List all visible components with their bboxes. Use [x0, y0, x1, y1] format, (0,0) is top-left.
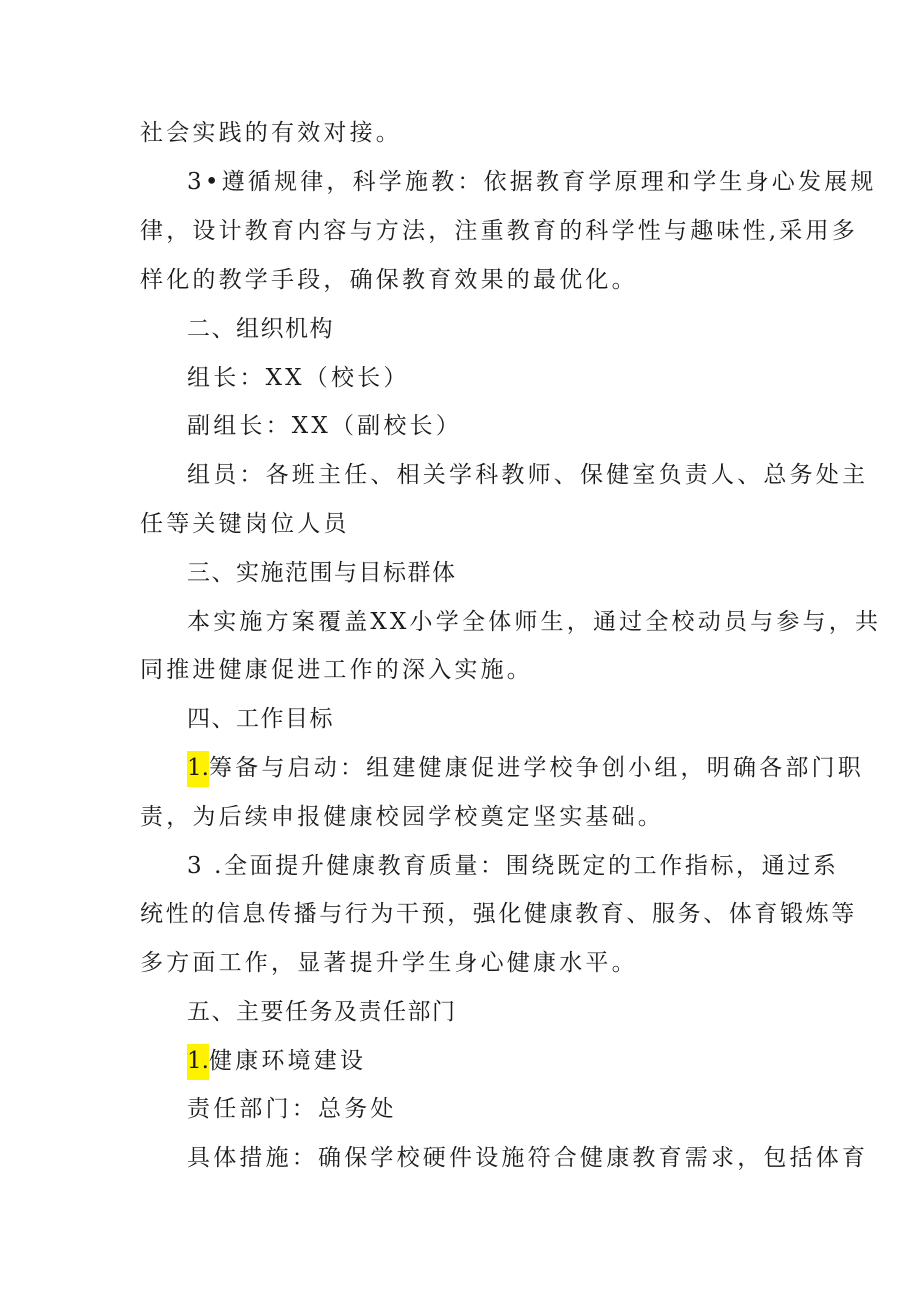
paragraph-line: 社会实践的有效对接。 [140, 120, 402, 146]
paragraph-line: 本实施方案覆盖XX小学全体师生，通过全校动员与参与，共 [187, 609, 882, 635]
paragraph-line: 责，为后续申报健康校园学校奠定坚实基础。 [140, 804, 664, 830]
paragraph-line: 统性的信息传播与行为干预，强化健康教育、服务、体育锻炼等 [140, 901, 857, 927]
section-heading: 二、组织机构 [187, 316, 334, 342]
paragraph-line: 任等关键岗位人员 [140, 511, 350, 537]
section-heading: 三、实施范围与目标群体 [187, 560, 457, 586]
paragraph-line: 责任部门：总务处 [187, 1096, 397, 1122]
paragraph-line [187, 1041, 366, 1081]
paragraph-line: 组员：各班主任、相关学科教师、保健室负责人、总务处主 [187, 462, 869, 488]
paragraph-line [187, 748, 864, 788]
paragraph-line: 3•遵循规律，科学施教：依据教育学原理和学生身心发展规 [187, 169, 877, 195]
paragraph-text: 健康环境建设 [208, 1048, 367, 1074]
paragraph-text: 筹备与启动：组建健康促进学校争创小组，明确各部门职 [208, 755, 864, 781]
highlighted-number: 1. [187, 751, 209, 787]
paragraph-line: 样化的教学手段，确保教育效果的最优化。 [140, 267, 638, 293]
section-heading: 五、主要任务及责任部门 [187, 999, 457, 1025]
section-heading: 四、工作目标 [187, 706, 334, 732]
paragraph-line: 多方面工作，显著提升学生身心健康水平。 [140, 950, 638, 976]
paragraph-line: 具体措施：确保学校硬件设施符合健康教育需求，包括体育 [187, 1145, 869, 1171]
paragraph-line: 同推进健康促进工作的深入实施。 [140, 657, 533, 683]
highlighted-number: 1. [187, 1044, 209, 1080]
paragraph-line: 组长：XX（校长） [187, 365, 410, 391]
paragraph-line: 律，设计教育内容与方法，注重教育的科学性与趣味性,采用多 [140, 218, 858, 244]
paragraph-line: 3 .全面提升健康教育质量：围绕既定的工作指标，通过系 [187, 853, 839, 879]
paragraph-line: 副组长：XX（副校长） [187, 413, 462, 439]
